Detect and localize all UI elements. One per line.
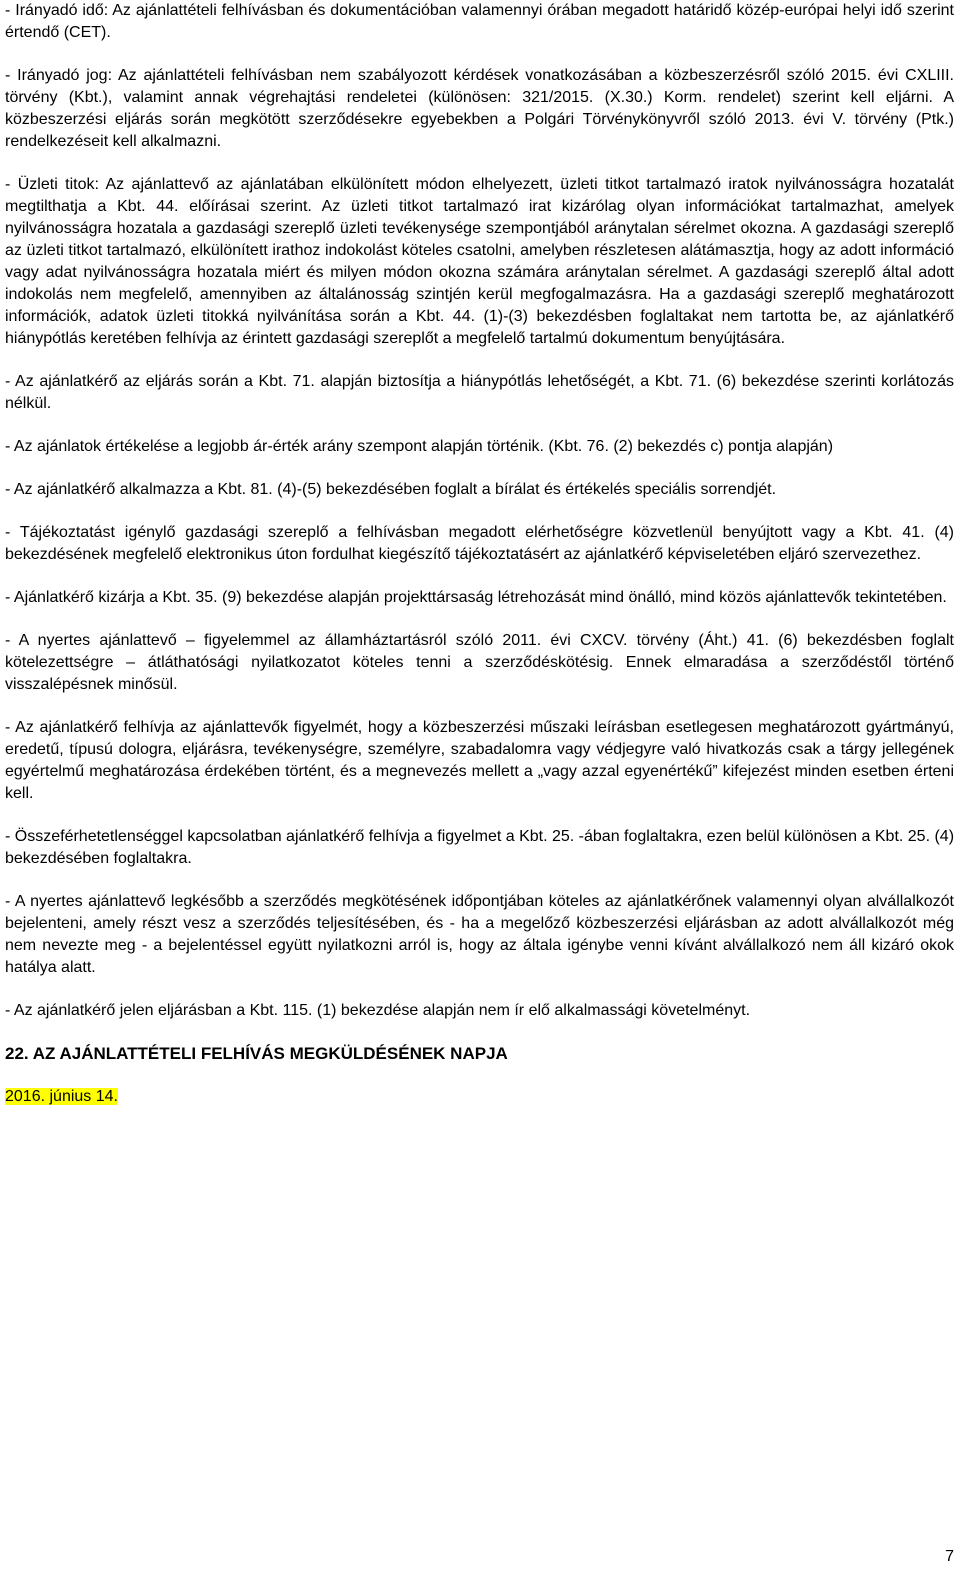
paragraph-evaluation: - Az ajánlatok értékelése a legjobb ár-érték arány szempont alapján történik. (Kbt. 76. (2) bekezdés c) pontja alapján) [5, 438, 834, 455]
paragraph-governing-law: - Irányadó jog: Az ajánlattételi felhívásban nem szabályozott kérdések vonatkozásában a közbeszerzésről szóló 2015. évi CXLIII. törvény (Kbt.), valamint annak végrehajtási rendeletei (különösen: 321/2015. (X.30.) Korm. rendelet) szerint kell eljárni. A közbeszerzési eljárás során megkötött szerződésekre egyebekben a Polgári Törvénykönyvről szóló 2013. évi V. törvény (Ptk.) rendelkezéseit kell alkalmazni. [5, 67, 954, 150]
paragraph-transparency-declaration: - A nyertes ajánlattevő – figyelemmel az államháztartásról szóló 2011. évi CXCV. törvény (Áht.) 41. (6) bekezdésben foglalt kötelezettségre – átláthatósági nyilatkozatot köteles tenni a szerződéskötésig. Ennek elmaradása a szerződéstől történő visszalépésnek minősül. [5, 632, 954, 693]
paragraph-review-order: - Az ajánlatkérő alkalmazza a Kbt. 81. (4)-(5) bekezdésében foglalt a bírálat és értékelés speciális sorrendjét. [5, 481, 777, 498]
dispatch-date-highlight: 2016. június 14. [5, 1088, 118, 1105]
paragraph-conflict-of-interest: - Összeférhetetlenséggel kapcsolatban ajánlatkérő felhívja a figyelmet a Kbt. 25. -ában foglaltakra, ezen belül különösen a Kbt. 25. (4) bekezdésében foglaltakra. [5, 828, 955, 867]
paragraph-governing-time: - Irányadó idő: Az ajánlattételi felhívásban és dokumentációban valamennyi órában megadott határidő közép-európai helyi idő szerint értendő (CET). [5, 2, 954, 41]
paragraph-equivalence: - Az ajánlatkérő felhívja az ajánlattevők figyelmét, hogy a közbeszerzési műszaki leírásban esetlegesen meghatározott gyártmányú, eredetű, típusú dologra, eljárásra, tevékenységre, személyre, szabadalomra vagy védjegyre való hivatkozás csak a tárgy jellegének egyértelmű meghatározása érdekében történt, és a megnevezés mellett a „vagy azzal egyenértékű” kifejezést minden esetben érteni kell. [5, 719, 954, 802]
paragraph-subcontractors: - A nyertes ajánlattevő legkésőbb a szerződés megkötésének időpontjában köteles az ajánlatkérőnek valamennyi olyan alvállalkozót bejelenteni, amely részt vesz a szerződés teljesítésében, és - ha a megelőző közbeszerzési eljárásban az adott alvállalkozót még nem nevezte meg - a bejelentéssel együtt nyilatkozni arról is, hogy az általa igénybe venni kívánt alvállalkozó nem áll kizáró okok hatálya alatt. [5, 893, 954, 976]
paragraph-deficiency-remedy: - Az ajánlatkérő az eljárás során a Kbt. 71. alapján biztosítja a hiánypótlás lehetőségét, a Kbt. 71. (6) bekezdése szerinti korlátozás nélkül. [5, 373, 954, 412]
section-heading: 22. AZ AJÁNLATTÉTELI FELHÍVÁS MEGKÜLDÉSÉNEK NAPJA [5, 1044, 508, 1063]
paragraph-suitability: - Az ajánlatkérő jelen eljárásban a Kbt. 115. (1) bekezdése alapján nem ír elő alkalmassági követelményt. [5, 1002, 751, 1019]
dispatch-date [5, 1086, 954, 1108]
document-page [5, 0, 954, 1108]
paragraph-supplementary-info: - Tájékoztatást igénylő gazdasági szereplő a felhívásban megadott elérhetőségre közvetlenül benyújtott vagy a Kbt. 41. (4) bekezdésének megfelelő elektronikus úton fordulhat kiegészítő tájékoztatásért az ajánlatkérő képviseletében eljáró szervezethez. [5, 524, 954, 563]
paragraph-project-company: - Ajánlatkérő kizárja a Kbt. 35. (9) bekezdése alapján projekttársaság létrehozását mind önálló, mind közös ajánlattevők tekintetében. [5, 589, 947, 606]
page-number: 7 [945, 1548, 954, 1565]
paragraph-trade-secret: - Üzleti titok: Az ajánlattevő az ajánlatában elkülönített módon elhelyezett, üzleti titkot tartalmazó iratok nyilvánosságra hozatalát megtilthatja a Kbt. 44. előírásai szerint. Az üzleti titkot tartalmazó irat kizárólag olyan információkat tartalmazhat, amelyek nyilvánosságra hozatala a gazdasági szereplő üzleti tevékenysége szempontjából aránytalan sérelmet okozna. A gazdasági szereplő az üzleti titkot tartalmazó, elkülönített irathoz indokolást köteles csatolni, amelyben részletesen alátámasztja, hogy az adott információ vagy adat nyilvánosságra hozatala miért és milyen módon okozna számára aránytalan sérelmet. A gazdasági szereplő által adott indokolás nem megfelelő, amennyiben az általánosság szintjén kerül megfogalmazásra. Ha a gazdasági szereplő meghatározott információk, adatok üzleti titokká nyilvánítása során a Kbt. 44. (1)-(3) bekezdésben foglaltakat nem tartotta be, az ajánlatkérő hiánypótlás keretében felhívja az érintett gazdasági szereplőt a megfelelő tartalmú dokumentum benyújtására. [5, 176, 954, 347]
